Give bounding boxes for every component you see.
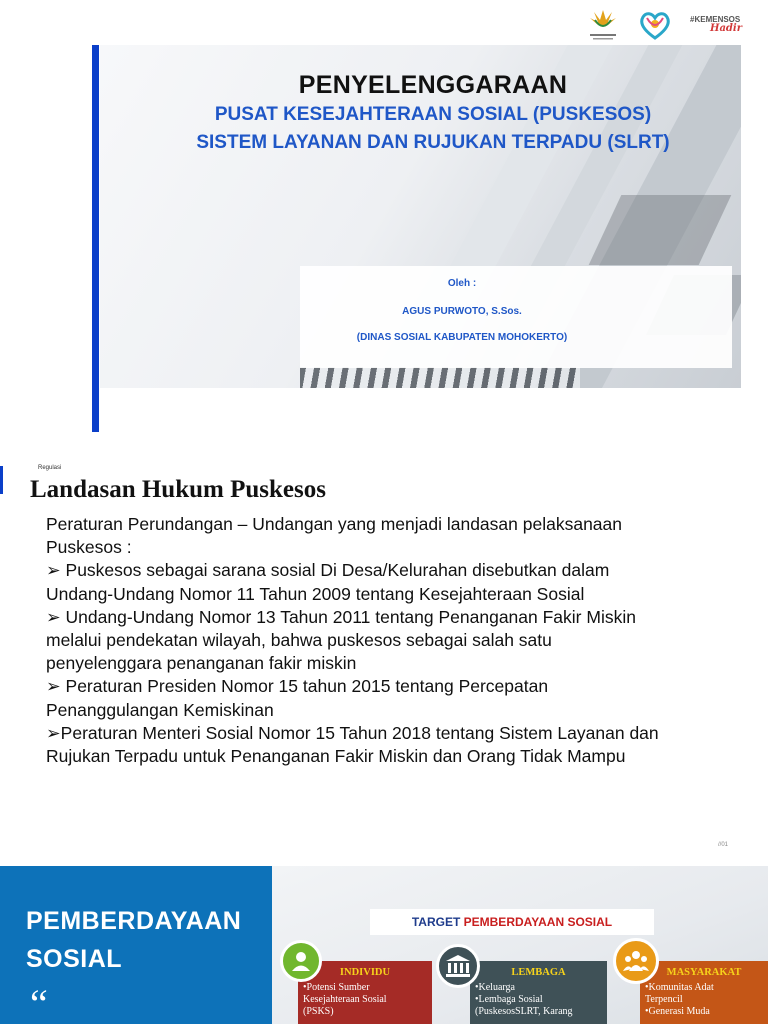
quote-mark-icon: “ [30, 981, 48, 1024]
community-icon [613, 938, 659, 984]
panel-title-line-2: SOSIAL [26, 945, 123, 973]
blue-title-panel [0, 866, 272, 1024]
author-box [300, 266, 732, 368]
slide-subtitle-slrt: SISTEM LAYANAN DAN RUJUKAN TERPADU (SLRT) [196, 132, 670, 153]
card-line: •Keluarga [475, 982, 515, 993]
card-line: •Komunitas Adat [645, 982, 714, 993]
card-line: •Generasi Muda [645, 1006, 710, 1017]
card-masyarakat [640, 961, 768, 1024]
card-line: •Potensi Sumber [303, 982, 370, 993]
card-line: Kesejahteraan Sosial [303, 994, 387, 1005]
target-heading: TARGET PEMBERDAYAAN SOSIAL [370, 909, 654, 935]
author-institution: (DINAS SOSIAL KABUPATEN MOHOKERTO) [356, 332, 568, 343]
list-line: penyelenggara penanganan fakir miskin [46, 653, 357, 674]
list-line: ➢ Peraturan Presiden Nomor 15 tahun 2015 tentang Percepatan [46, 676, 549, 697]
card-line: (PSKS) [303, 1006, 334, 1017]
by-label: Oleh : [447, 278, 477, 289]
page-number: //01 [717, 842, 728, 848]
author-name: AGUS PURWOTO, S.Sos. [402, 306, 522, 317]
slide-title: PENYELENGGARAAN [298, 71, 568, 99]
list-line: ➢Peraturan Menteri Sosial Nomor 15 Tahun 2018 tentang Sistem Layanan dan [46, 722, 659, 743]
card-title: MASYARAKAT [666, 967, 742, 978]
card-line: Terpencil [645, 994, 683, 1005]
list-line: ➢ Puskesos sebagai sarana sosial Di Desa/Kelurahan disebutkan dalam [46, 560, 610, 581]
card-title: LEMBAGA [511, 967, 566, 978]
heart-logo-icon [638, 8, 672, 42]
regulation-list [46, 513, 746, 768]
panel-title-line-1: PEMBERDAYAAN [26, 907, 242, 935]
person-icon [280, 940, 322, 982]
list-line: ➢ Undang-Undang Nomor 13 Tahun 2011 tentang Penanganan Fakir Miskin [46, 606, 636, 627]
header-logos [586, 6, 742, 44]
card-lembaga [470, 961, 607, 1024]
list-line: Undang-Undang Nomor 11 Tahun 2009 tentang Kesejahteraan Sosial [46, 583, 585, 604]
institution-icon [436, 944, 480, 988]
slide-subtitle-puskesos: PUSAT KESEJAHTERAAN SOSIAL (PUSKESOS) [214, 104, 652, 125]
card-line: •Lembaga Sosial [475, 994, 543, 1005]
list-line: Rujukan Terpadu untuk Penanganan Fakir Miskin dan Orang Tidak Mampu [46, 746, 626, 767]
legal-basis-slide [0, 432, 768, 864]
slide-accent-mark [0, 466, 3, 494]
kemensos-logo-icon [586, 6, 620, 44]
blue-accent-bar [92, 45, 99, 432]
empowerment-slide [0, 866, 768, 1024]
card-line: (PuskesosSLRT, Karang [475, 1006, 573, 1017]
card-title: INDIVIDU [339, 967, 391, 978]
kemensos-hashtag: #KEMENSOS Hadir [690, 15, 742, 34]
list-line: Peraturan Perundangan – Undangan yang menjadi landasan pelaksanaan [46, 514, 622, 534]
title-slide [0, 0, 768, 432]
list-line: Penanggulangan Kemiskinan [46, 699, 274, 720]
section-kicker: Regulasi [38, 465, 62, 471]
slide-heading: Landasan Hukum Puskesos [30, 476, 326, 503]
list-line: Puskesos : [46, 537, 132, 558]
list-line: melalui pendekatan wilayah, bahwa puskesos sebagai salah satu [46, 630, 552, 651]
